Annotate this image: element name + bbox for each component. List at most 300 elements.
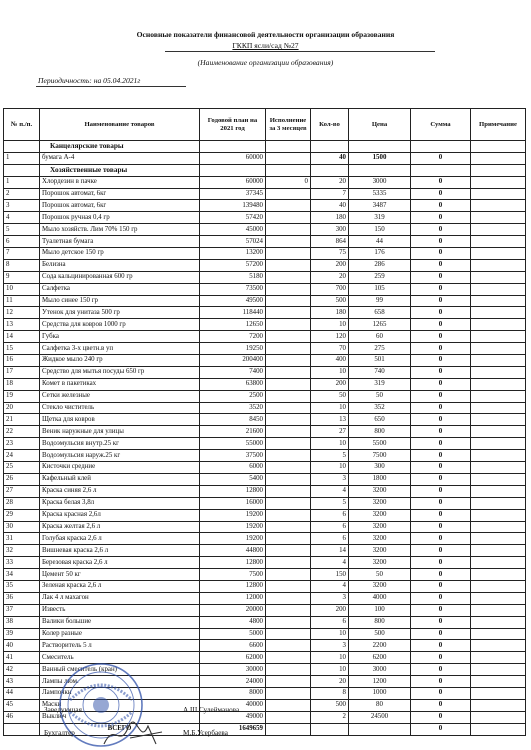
cell-note — [471, 485, 526, 497]
cell-price: 3487 — [349, 200, 411, 212]
cell-qty: 14 — [311, 545, 349, 557]
table-row — [4, 414, 526, 426]
cell-plan: 19200 — [200, 521, 266, 533]
cell-note — [471, 497, 526, 509]
cell-qty: 50 — [311, 390, 349, 402]
cell-exec — [266, 699, 311, 711]
cell-qty: 8 — [311, 687, 349, 699]
cell-exec — [266, 271, 311, 283]
cell-price: 150 — [349, 224, 411, 236]
table-row — [4, 580, 526, 592]
cell-note — [471, 248, 526, 260]
cell-qty: 6 — [311, 521, 349, 533]
cell-exec — [266, 509, 311, 521]
cell-exec — [266, 533, 311, 545]
cell-qty — [311, 723, 349, 735]
cell-sum: 0 — [411, 248, 471, 260]
cell-name: Салфетка — [40, 283, 200, 295]
cell-sum: 0 — [411, 545, 471, 557]
cell-price: 1500 — [349, 152, 411, 164]
cell-qty: 27 — [311, 426, 349, 438]
table-row — [4, 616, 526, 628]
cell-sum: 0 — [411, 236, 471, 248]
table-row — [4, 295, 526, 307]
cell-price: 300 — [349, 462, 411, 474]
cell-number: 9 — [4, 271, 40, 283]
cell-note — [471, 366, 526, 378]
cell-plan: 30000 — [200, 664, 266, 676]
cell-note — [471, 450, 526, 462]
cell-name: Колер разные — [40, 628, 200, 640]
cell-sum: 0 — [411, 271, 471, 283]
cell-plan: 45000 — [200, 224, 266, 236]
cell-exec — [266, 295, 311, 307]
cell-name: Зеленая краска 2,6 л — [40, 580, 200, 592]
cell-number: 39 — [4, 628, 40, 640]
cell-sum: 0 — [411, 224, 471, 236]
cell-empty — [266, 164, 311, 176]
cell-number: 29 — [4, 509, 40, 521]
cell-name: Кафельный клей — [40, 473, 200, 485]
cell-price: 176 — [349, 248, 411, 260]
cell-name: Мыло синее 150 гр — [40, 295, 200, 307]
cell-note — [471, 152, 526, 164]
cell-sum: 0 — [411, 343, 471, 355]
cell-note — [471, 640, 526, 652]
cell-qty: 10 — [311, 628, 349, 640]
cell-qty: 500 — [311, 699, 349, 711]
cell-name: Средство для мытья посуды 650 гр — [40, 366, 200, 378]
cell-qty: 864 — [311, 236, 349, 248]
cell-price: 3200 — [349, 521, 411, 533]
cell-note — [471, 283, 526, 295]
cell-name: Цемент 50 кг — [40, 569, 200, 581]
cell-number: 12 — [4, 307, 40, 319]
cell-qty: 4 — [311, 557, 349, 569]
cell-price: 6200 — [349, 652, 411, 664]
cell-price: 319 — [349, 212, 411, 224]
cell-price: 80 — [349, 699, 411, 711]
period-label: Периодичность: на 05.04.2021г — [38, 76, 141, 85]
cell-qty: 75 — [311, 248, 349, 260]
cell-plan: 5000 — [200, 628, 266, 640]
cell-note — [471, 295, 526, 307]
cell-price: 2200 — [349, 640, 411, 652]
cell-sum: 0 — [411, 283, 471, 295]
head-role: Заведующая — [44, 706, 82, 714]
cell-exec — [266, 628, 311, 640]
cell-number: 22 — [4, 426, 40, 438]
cell-qty: 6 — [311, 509, 349, 521]
cell-note — [471, 569, 526, 581]
cell-note — [471, 723, 526, 735]
table-row — [4, 628, 526, 640]
table-row — [4, 176, 526, 188]
table-row — [4, 248, 526, 260]
cell-price: 60 — [349, 331, 411, 343]
cell-name: Стекло чиститель — [40, 402, 200, 414]
cell-plan: 73500 — [200, 283, 266, 295]
cell-number: 21 — [4, 414, 40, 426]
cell-number: 1 — [4, 176, 40, 188]
cell-exec — [266, 152, 311, 164]
table-row — [4, 473, 526, 485]
cell-note — [471, 307, 526, 319]
cell-empty — [471, 141, 526, 153]
col-note: Примечание — [471, 109, 526, 141]
cell-exec — [266, 723, 311, 735]
cell-exec — [266, 580, 311, 592]
cell-sum: 0 — [411, 711, 471, 723]
cell-qty: 200 — [311, 604, 349, 616]
cell-name: Краска желтая 2,6 л — [40, 521, 200, 533]
cell-exec — [266, 616, 311, 628]
cell-plan: 19250 — [200, 343, 266, 355]
cell-exec — [266, 711, 311, 723]
cell-number: 45 — [4, 699, 40, 711]
cell-note — [471, 545, 526, 557]
cell-note — [471, 462, 526, 474]
cell-price: 500 — [349, 628, 411, 640]
cell-number: 18 — [4, 378, 40, 390]
cell-name: Лак 4 л махагон — [40, 592, 200, 604]
cell-exec — [266, 390, 311, 402]
cell-name: Лампочки — [40, 687, 200, 699]
cell-qty: 70 — [311, 343, 349, 355]
cell-exec: 0 — [266, 176, 311, 188]
cell-qty: 180 — [311, 307, 349, 319]
cell-plan: 21600 — [200, 426, 266, 438]
cell-sum: 0 — [411, 402, 471, 414]
table-row — [4, 366, 526, 378]
cell-exec — [266, 592, 311, 604]
cell-name: Мыло детское 150 гр — [40, 248, 200, 260]
organization-name: ГККП ясли/сад №27 — [232, 41, 299, 50]
cell-name: Салфетка 3-х цветн.в уп — [40, 343, 200, 355]
cell-exec — [266, 248, 311, 260]
cell-note — [471, 592, 526, 604]
cell-note — [471, 343, 526, 355]
cell-sum: 0 — [411, 200, 471, 212]
cell-plan: 37345 — [200, 188, 266, 200]
cell-note — [471, 473, 526, 485]
finance-table — [3, 108, 526, 736]
cell-note — [471, 188, 526, 200]
cell-exec — [266, 497, 311, 509]
cell-plan: 57420 — [200, 212, 266, 224]
cell-number: 25 — [4, 462, 40, 474]
cell-note — [471, 414, 526, 426]
cell-name: Известь — [40, 604, 200, 616]
cell-price: 4000 — [349, 592, 411, 604]
cell-plan: 62000 — [200, 652, 266, 664]
cell-plan: 2500 — [200, 390, 266, 402]
cell-sum: 0 — [411, 414, 471, 426]
cell-plan: 3520 — [200, 402, 266, 414]
cell-number: 2 — [4, 188, 40, 200]
cell-sum: 0 — [411, 592, 471, 604]
cell-number: 14 — [4, 331, 40, 343]
cell-number: 11 — [4, 295, 40, 307]
cell-sum: 0 — [411, 497, 471, 509]
cell-note — [471, 711, 526, 723]
table-row — [4, 271, 526, 283]
table-row — [4, 604, 526, 616]
cell-sum: 0 — [411, 533, 471, 545]
col-name: Наименование товаров — [40, 109, 200, 141]
cell-name: Щетка для ковров — [40, 414, 200, 426]
cell-qty: 3 — [311, 473, 349, 485]
cell-name: Краска синяя 2,6 л — [40, 485, 200, 497]
total-plan: 1649659 — [200, 723, 266, 735]
cell-exec — [266, 521, 311, 533]
cell-number: 43 — [4, 676, 40, 688]
cell-note — [471, 699, 526, 711]
cell-exec — [266, 450, 311, 462]
col-plan: Годовой план на 2021 год — [200, 109, 266, 141]
cell-qty: 700 — [311, 283, 349, 295]
cell-sum: 0 — [411, 331, 471, 343]
cell-note — [471, 259, 526, 271]
col-exec: Исполнение за 3 месяцев — [266, 109, 311, 141]
cell-plan: 60000 — [200, 152, 266, 164]
cell-qty: 200 — [311, 378, 349, 390]
cell-name: Веник наружные для улицы — [40, 426, 200, 438]
cell-qty: 7 — [311, 188, 349, 200]
cell-qty: 10 — [311, 664, 349, 676]
cell-name: Растворитель 5 л — [40, 640, 200, 652]
table-row — [4, 343, 526, 355]
cell-exec — [266, 640, 311, 652]
cell-name: Белизна — [40, 259, 200, 271]
cell-exec — [266, 200, 311, 212]
cell-exec — [266, 485, 311, 497]
cell-qty: 3 — [311, 640, 349, 652]
cell-number: 28 — [4, 497, 40, 509]
cell-number: 3 — [4, 200, 40, 212]
table-row — [4, 307, 526, 319]
cell-name: Березовая краска 2,6 л — [40, 557, 200, 569]
table-header — [4, 109, 526, 141]
table-row — [4, 236, 526, 248]
cell-qty: 20 — [311, 676, 349, 688]
cell-number: 46 — [4, 711, 40, 723]
cell-name: Средства для ковров 1000 гр — [40, 319, 200, 331]
cell-number: 38 — [4, 616, 40, 628]
cell-exec — [266, 319, 311, 331]
cell-price: 50 — [349, 569, 411, 581]
cell-sum: 0 — [411, 521, 471, 533]
col-sum: Сумма — [411, 109, 471, 141]
cell-plan: 24000 — [200, 676, 266, 688]
cell-number: 1 — [4, 152, 40, 164]
cell-qty: 6 — [311, 533, 349, 545]
cell-qty: 180 — [311, 212, 349, 224]
period-underline — [36, 86, 186, 87]
table-row — [4, 521, 526, 533]
cell-exec — [266, 366, 311, 378]
cell-number — [4, 723, 40, 735]
table-row — [4, 450, 526, 462]
cell-plan: 139480 — [200, 200, 266, 212]
cell-exec — [266, 687, 311, 699]
table-row — [4, 283, 526, 295]
cell-price: 352 — [349, 402, 411, 414]
cell-number: 16 — [4, 355, 40, 367]
cell-qty: 10 — [311, 319, 349, 331]
cell-note — [471, 212, 526, 224]
cell-plan: 118440 — [200, 307, 266, 319]
cell-note — [471, 616, 526, 628]
cell-sum: 0 — [411, 295, 471, 307]
section-title: Хозяйственные товары — [40, 164, 200, 176]
cell-price: 800 — [349, 426, 411, 438]
section-header — [4, 141, 526, 153]
cell-price: 3200 — [349, 497, 411, 509]
cell-name: Губка — [40, 331, 200, 343]
cell-plan: 5180 — [200, 271, 266, 283]
cell-qty: 300 — [311, 224, 349, 236]
cell-empty — [411, 164, 471, 176]
cell-sum: 0 — [411, 699, 471, 711]
cell-exec — [266, 212, 311, 224]
cell-exec — [266, 462, 311, 474]
cell-qty: 20 — [311, 176, 349, 188]
table-row — [4, 200, 526, 212]
table-row — [4, 485, 526, 497]
cell-plan: 63800 — [200, 378, 266, 390]
table-row — [4, 402, 526, 414]
table-row — [4, 355, 526, 367]
col-number: № п./п. — [4, 109, 40, 141]
cell-price: 3200 — [349, 580, 411, 592]
cell-name: Краска белая 3,8л — [40, 497, 200, 509]
cell-qty: 40 — [311, 152, 349, 164]
cell-exec — [266, 676, 311, 688]
cell-note — [471, 604, 526, 616]
cell-exec — [266, 664, 311, 676]
cell-exec — [266, 569, 311, 581]
cell-sum: 0 — [411, 569, 471, 581]
cell-plan: 6000 — [200, 462, 266, 474]
section-title: Канцелярские товары — [40, 141, 200, 153]
cell-price: 99 — [349, 295, 411, 307]
cell-qty: 150 — [311, 569, 349, 581]
cell-price — [349, 723, 411, 735]
cell-sum: 0 — [411, 355, 471, 367]
cell-price: 3200 — [349, 545, 411, 557]
table-row — [4, 188, 526, 200]
cell-number: 26 — [4, 473, 40, 485]
cell-name: Кисточки средние — [40, 462, 200, 474]
cell-sum: 0 — [411, 557, 471, 569]
cell-number: 17 — [4, 366, 40, 378]
document-title: Основные показатели финансовой деятельности организации образования — [136, 30, 395, 39]
cell-number: 24 — [4, 450, 40, 462]
cell-price: 1000 — [349, 687, 411, 699]
cell-note — [471, 664, 526, 676]
cell-empty — [200, 141, 266, 153]
table-row — [4, 319, 526, 331]
cell-number: 6 — [4, 236, 40, 248]
cell-qty: 10 — [311, 438, 349, 450]
cell-price: 5500 — [349, 438, 411, 450]
cell-number: 31 — [4, 533, 40, 545]
cell-qty: 20 — [311, 271, 349, 283]
cell-exec — [266, 545, 311, 557]
cell-note — [471, 521, 526, 533]
table-row — [4, 438, 526, 450]
cell-plan: 6600 — [200, 640, 266, 652]
cell-plan: 7500 — [200, 569, 266, 581]
cell-sum: 0 — [411, 676, 471, 688]
signature-icon — [100, 718, 170, 750]
cell-qty: 10 — [311, 402, 349, 414]
cell-sum: 0 — [411, 616, 471, 628]
cell-price: 3000 — [349, 176, 411, 188]
cell-price: 740 — [349, 366, 411, 378]
cell-exec — [266, 355, 311, 367]
table-row — [4, 224, 526, 236]
cell-exec — [266, 378, 311, 390]
cell-note — [471, 557, 526, 569]
cell-note — [471, 402, 526, 414]
cell-exec — [266, 402, 311, 414]
cell-qty: 400 — [311, 355, 349, 367]
cell-plan: 55000 — [200, 438, 266, 450]
cell-number: 40 — [4, 640, 40, 652]
cell-name: Сода кальцинированная 600 гр — [40, 271, 200, 283]
cell-name: Валики большие — [40, 616, 200, 628]
cell-sum: 0 — [411, 152, 471, 164]
cell-exec — [266, 307, 311, 319]
head-name: А.Ш.Сулейманова — [183, 706, 240, 714]
cell-plan: 12650 — [200, 319, 266, 331]
cell-name: Порошок автомат, 6кг — [40, 200, 200, 212]
cell-note — [471, 426, 526, 438]
cell-price: 105 — [349, 283, 411, 295]
cell-price: 658 — [349, 307, 411, 319]
cell-note — [471, 580, 526, 592]
cell-plan: 19200 — [200, 533, 266, 545]
cell-number: 41 — [4, 652, 40, 664]
cell-note — [471, 390, 526, 402]
cell-exec — [266, 473, 311, 485]
cell-sum: 0 — [411, 687, 471, 699]
cell-number: 33 — [4, 557, 40, 569]
cell-sum: 0 — [411, 390, 471, 402]
cell-price: 286 — [349, 259, 411, 271]
cell-note — [471, 236, 526, 248]
cell-sum: 0 — [411, 485, 471, 497]
table-row — [4, 378, 526, 390]
cell-name: Голубая краска 2,6 л — [40, 533, 200, 545]
cell-name: Утенок для унитаза 500 гр — [40, 307, 200, 319]
table-row — [4, 509, 526, 521]
cell-number: 15 — [4, 343, 40, 355]
table-row — [4, 557, 526, 569]
section-header — [4, 164, 526, 176]
cell-price: 275 — [349, 343, 411, 355]
col-qty: Кол-во — [311, 109, 349, 141]
cell-exec — [266, 438, 311, 450]
cell-note — [471, 319, 526, 331]
cell-number: 5 — [4, 224, 40, 236]
cell-sum: 0 — [411, 509, 471, 521]
cell-note — [471, 652, 526, 664]
cell-plan: 12800 — [200, 557, 266, 569]
cell-note — [471, 687, 526, 699]
